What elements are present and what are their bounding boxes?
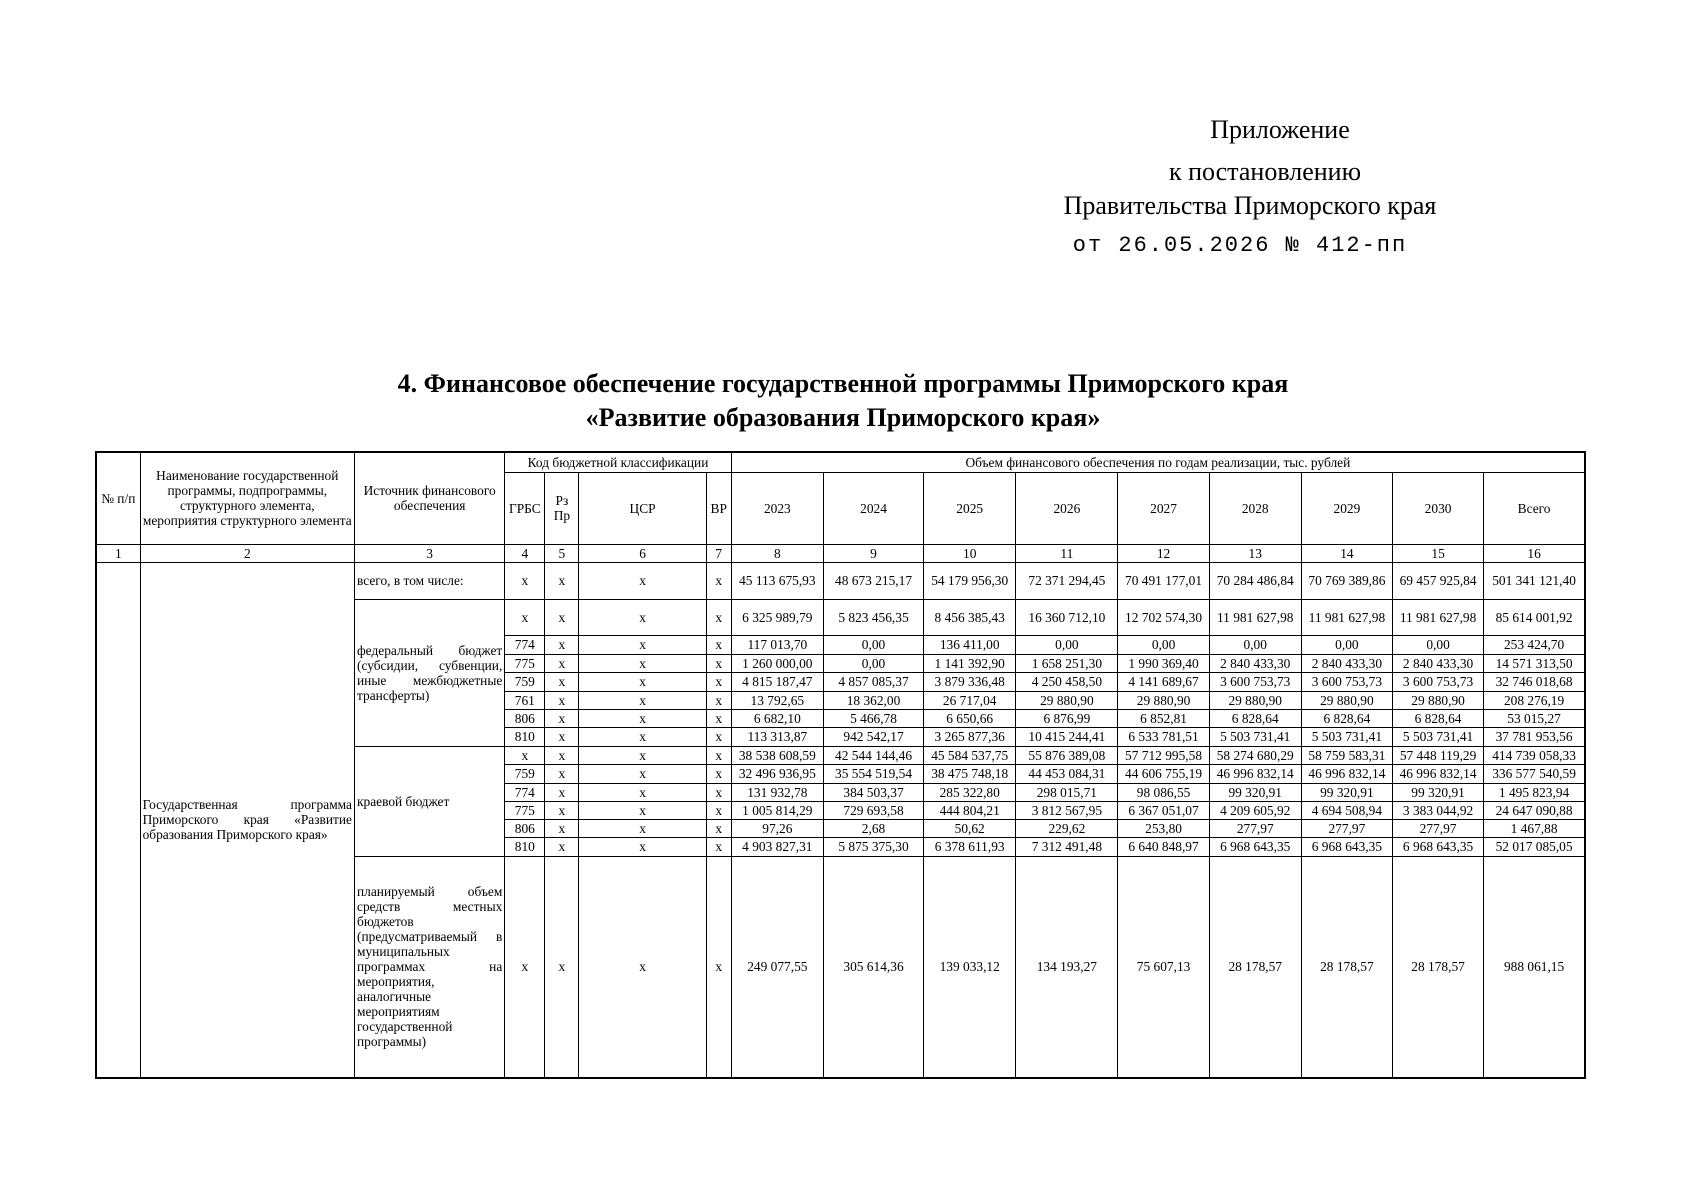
amount-cell: 305 614,36 xyxy=(823,856,923,1078)
amount-cell: 18 362,00 xyxy=(823,691,923,709)
column-number: 11 xyxy=(1016,544,1118,562)
vr-cell: x xyxy=(706,856,731,1078)
amount-cell: 4 209 605,92 xyxy=(1209,801,1301,819)
amount-cell: 70 491 177,01 xyxy=(1118,562,1209,599)
column-number: 9 xyxy=(823,544,923,562)
grbs-cell: x xyxy=(505,856,545,1078)
amount-cell: 3 265 877,36 xyxy=(924,727,1016,746)
amount-cell: 0,00 xyxy=(1392,635,1483,654)
header-volume: Объем финансового обеспечения по годам реализации, тыс. рублей xyxy=(731,452,1585,472)
csr-cell: x xyxy=(579,783,706,801)
amount-cell: 58 274 680,29 xyxy=(1209,746,1301,764)
header-year: Всего xyxy=(1484,472,1585,544)
column-number: 13 xyxy=(1209,544,1301,562)
amount-cell: 13 792,65 xyxy=(731,691,823,709)
amount-cell: 134 193,27 xyxy=(1016,856,1118,1078)
amount-cell: 6 968 643,35 xyxy=(1301,837,1392,856)
amount-cell: 131 932,78 xyxy=(731,783,823,801)
rzpr-cell: x xyxy=(545,819,579,837)
column-number: 6 xyxy=(579,544,706,562)
amount-cell: 4 694 508,94 xyxy=(1301,801,1392,819)
amount-cell: 45 113 675,93 xyxy=(731,562,823,599)
header-rzpr: Рз Пр xyxy=(545,472,579,544)
amount-cell: 942 542,17 xyxy=(823,727,923,746)
amount-cell: 3 600 753,73 xyxy=(1301,672,1392,691)
amount-cell: 54 179 956,30 xyxy=(924,562,1016,599)
header-vr: ВР xyxy=(706,472,731,544)
header-budget-code: Код бюджетной классификации xyxy=(505,452,731,472)
amount-cell: 8 456 385,43 xyxy=(924,599,1016,635)
amount-cell: 28 178,57 xyxy=(1209,856,1301,1078)
amount-cell: 99 320,91 xyxy=(1301,783,1392,801)
amount-cell: 729 693,58 xyxy=(823,801,923,819)
amount-cell: 29 880,90 xyxy=(1392,691,1483,709)
amount-cell: 3 600 753,73 xyxy=(1209,672,1301,691)
amount-cell: 414 739 058,33 xyxy=(1484,746,1585,764)
rzpr-cell: x xyxy=(545,727,579,746)
amount-cell: 97,26 xyxy=(731,819,823,837)
amount-cell: 75 607,13 xyxy=(1118,856,1209,1078)
amount-cell: 45 584 537,75 xyxy=(924,746,1016,764)
amount-cell: 5 875 375,30 xyxy=(823,837,923,856)
amount-cell: 6 367 051,07 xyxy=(1118,801,1209,819)
header-name: Наименование государственной программы, подпрограммы, структурного элемента, мероприятия структурного элемента xyxy=(140,452,354,544)
amount-cell: 2 840 433,30 xyxy=(1209,654,1301,672)
grbs-cell: 774 xyxy=(505,635,545,654)
appendix-authority: Правительства Приморского края xyxy=(1063,191,1437,220)
vr-cell: x xyxy=(706,635,731,654)
amount-cell: 6 852,81 xyxy=(1118,709,1209,727)
document-title-line2: «Развитие образования Приморского края» xyxy=(585,403,1101,432)
amount-cell: 28 178,57 xyxy=(1392,856,1483,1078)
amount-cell: 3 812 567,95 xyxy=(1016,801,1118,819)
header-num: № п/п xyxy=(96,452,140,544)
amount-cell: 6 533 781,51 xyxy=(1118,727,1209,746)
appendix-reference: к постановлению xyxy=(1168,157,1362,186)
vr-cell: x xyxy=(706,819,731,837)
amount-cell: 208 276,19 xyxy=(1484,691,1585,709)
amount-cell: 336 577 540,59 xyxy=(1484,764,1585,783)
header-year: 2024 xyxy=(823,472,923,544)
amount-cell: 1 260 000,00 xyxy=(731,654,823,672)
amount-cell: 6 968 643,35 xyxy=(1392,837,1483,856)
amount-cell: 29 880,90 xyxy=(1118,691,1209,709)
appendix-title: Приложение xyxy=(1210,115,1350,144)
amount-cell: 44 453 084,31 xyxy=(1016,764,1118,783)
amount-cell: 2 840 433,30 xyxy=(1392,654,1483,672)
amount-cell: 55 876 389,08 xyxy=(1016,746,1118,764)
column-number: 10 xyxy=(924,544,1016,562)
amount-cell: 35 554 519,54 xyxy=(823,764,923,783)
column-number: 2 xyxy=(140,544,354,562)
amount-cell: 29 880,90 xyxy=(1209,691,1301,709)
amount-cell: 5 466,78 xyxy=(823,709,923,727)
rzpr-cell: x xyxy=(545,599,579,635)
column-number: 5 xyxy=(545,544,579,562)
vr-cell: x xyxy=(706,764,731,783)
amount-cell: 5 503 731,41 xyxy=(1392,727,1483,746)
header-year: 2028 xyxy=(1209,472,1301,544)
grbs-cell: 759 xyxy=(505,764,545,783)
amount-cell: 28 178,57 xyxy=(1301,856,1392,1078)
amount-cell: 2 840 433,30 xyxy=(1301,654,1392,672)
amount-cell: 4 141 689,67 xyxy=(1118,672,1209,691)
vr-cell: x xyxy=(706,837,731,856)
amount-cell: 98 086,55 xyxy=(1118,783,1209,801)
csr-cell: x xyxy=(579,819,706,837)
grbs-cell: x xyxy=(505,746,545,764)
table-row xyxy=(96,562,1585,599)
amount-cell: 2,68 xyxy=(823,819,923,837)
amount-cell: 6 968 643,35 xyxy=(1209,837,1301,856)
amount-cell: 5 823 456,35 xyxy=(823,599,923,635)
column-number: 14 xyxy=(1301,544,1392,562)
amount-cell: 249 077,55 xyxy=(731,856,823,1078)
column-number: 8 xyxy=(731,544,823,562)
amount-cell: 6 876,99 xyxy=(1016,709,1118,727)
csr-cell: x xyxy=(579,727,706,746)
amount-cell: 38 538 608,59 xyxy=(731,746,823,764)
amount-cell: 229,62 xyxy=(1016,819,1118,837)
column-number: 4 xyxy=(505,544,545,562)
csr-cell: x xyxy=(579,654,706,672)
csr-cell: x xyxy=(579,599,706,635)
csr-cell: x xyxy=(579,709,706,727)
amount-cell: 0,00 xyxy=(823,635,923,654)
amount-cell: 253 424,70 xyxy=(1484,635,1585,654)
amount-cell: 11 981 627,98 xyxy=(1209,599,1301,635)
header-year: 2025 xyxy=(924,472,1016,544)
vr-cell: x xyxy=(706,783,731,801)
source-local-cell: планируемый объем средств местных бюджетов (предусматриваемый в муниципальных программах на мероприятия, аналогичные мероприятиям государственной программы) xyxy=(355,856,505,1078)
amount-cell: 99 320,91 xyxy=(1209,783,1301,801)
rzpr-cell: x xyxy=(545,746,579,764)
amount-cell: 72 371 294,45 xyxy=(1016,562,1118,599)
amount-cell: 0,00 xyxy=(1118,635,1209,654)
amount-cell: 253,80 xyxy=(1118,819,1209,837)
amount-cell: 6 828,64 xyxy=(1209,709,1301,727)
amount-cell: 988 061,15 xyxy=(1484,856,1585,1078)
header-source: Источник финансового обеспечения xyxy=(355,452,505,544)
grbs-cell: 759 xyxy=(505,672,545,691)
column-number: 3 xyxy=(355,544,505,562)
vr-cell: x xyxy=(706,746,731,764)
amount-cell: 52 017 085,05 xyxy=(1484,837,1585,856)
csr-cell: x xyxy=(579,635,706,654)
grbs-cell: x xyxy=(505,599,545,635)
csr-cell: x xyxy=(579,672,706,691)
rzpr-cell: x xyxy=(545,764,579,783)
vr-cell: x xyxy=(706,562,731,599)
vr-cell: x xyxy=(706,599,731,635)
column-number: 7 xyxy=(706,544,731,562)
header-year: 2026 xyxy=(1016,472,1118,544)
amount-cell: 6 828,64 xyxy=(1301,709,1392,727)
amount-cell: 53 015,27 xyxy=(1484,709,1585,727)
amount-cell: 1 658 251,30 xyxy=(1016,654,1118,672)
rzpr-cell: x xyxy=(545,672,579,691)
column-number: 12 xyxy=(1118,544,1209,562)
grbs-cell: 775 xyxy=(505,654,545,672)
amount-cell: 6 682,10 xyxy=(731,709,823,727)
grbs-cell: 774 xyxy=(505,783,545,801)
vr-cell: x xyxy=(706,654,731,672)
csr-cell: x xyxy=(579,856,706,1078)
grbs-cell: 761 xyxy=(505,691,545,709)
amount-cell: 285 322,80 xyxy=(924,783,1016,801)
amount-cell: 444 804,21 xyxy=(924,801,1016,819)
rzpr-cell: x xyxy=(545,635,579,654)
amount-cell: 4 815 187,47 xyxy=(731,672,823,691)
amount-cell: 0,00 xyxy=(823,654,923,672)
amount-cell: 57 712 995,58 xyxy=(1118,746,1209,764)
amount-cell: 3 383 044,92 xyxy=(1392,801,1483,819)
document-title-line1: 4. Финансовое обеспечение государственной программы Приморского края xyxy=(397,369,1289,398)
amount-cell: 37 781 953,56 xyxy=(1484,727,1585,746)
amount-cell: 85 614 001,92 xyxy=(1484,599,1585,635)
vr-cell: x xyxy=(706,672,731,691)
amount-cell: 1 495 823,94 xyxy=(1484,783,1585,801)
column-number: 15 xyxy=(1392,544,1483,562)
amount-cell: 7 312 491,48 xyxy=(1016,837,1118,856)
amount-cell: 1 141 392,90 xyxy=(924,654,1016,672)
financing-table xyxy=(95,451,1586,1079)
csr-cell: x xyxy=(579,764,706,783)
amount-cell: 0,00 xyxy=(1016,635,1118,654)
amount-cell: 11 981 627,98 xyxy=(1392,599,1483,635)
amount-cell: 24 647 090,88 xyxy=(1484,801,1585,819)
amount-cell: 501 341 121,40 xyxy=(1484,562,1585,599)
program-name-cell: Государственная программа Приморского края «Развитие образования Приморского края» xyxy=(140,562,354,1078)
amount-cell: 10 415 244,41 xyxy=(1016,727,1118,746)
amount-cell: 5 503 731,41 xyxy=(1209,727,1301,746)
amount-cell: 139 033,12 xyxy=(924,856,1016,1078)
amount-cell: 70 284 486,84 xyxy=(1209,562,1301,599)
amount-cell: 384 503,37 xyxy=(823,783,923,801)
amount-cell: 298 015,71 xyxy=(1016,783,1118,801)
amount-cell: 38 475 748,18 xyxy=(924,764,1016,783)
column-number: 16 xyxy=(1484,544,1585,562)
rzpr-cell: x xyxy=(545,783,579,801)
vr-cell: x xyxy=(706,691,731,709)
amount-cell: 42 544 144,46 xyxy=(823,746,923,764)
amount-cell: 113 313,87 xyxy=(731,727,823,746)
amount-cell: 1 990 369,40 xyxy=(1118,654,1209,672)
header-year: 2029 xyxy=(1301,472,1392,544)
header-year: 2030 xyxy=(1392,472,1483,544)
csr-cell: x xyxy=(579,746,706,764)
vr-cell: x xyxy=(706,801,731,819)
amount-cell: 6 650,66 xyxy=(924,709,1016,727)
amount-cell: 277,97 xyxy=(1301,819,1392,837)
vr-cell: x xyxy=(706,709,731,727)
amount-cell: 6 828,64 xyxy=(1392,709,1483,727)
amount-cell: 48 673 215,17 xyxy=(823,562,923,599)
amount-cell: 0,00 xyxy=(1301,635,1392,654)
amount-cell: 3 879 336,48 xyxy=(924,672,1016,691)
header-year: 2023 xyxy=(731,472,823,544)
header-csr: ЦСР xyxy=(579,472,706,544)
amount-cell: 50,62 xyxy=(924,819,1016,837)
amount-cell: 12 702 574,30 xyxy=(1118,599,1209,635)
grbs-cell: 806 xyxy=(505,709,545,727)
csr-cell: x xyxy=(579,837,706,856)
grbs-cell: 775 xyxy=(505,801,545,819)
rzpr-cell: x xyxy=(545,801,579,819)
source-total-cell: всего, в том числе: xyxy=(355,562,505,599)
amount-cell: 29 880,90 xyxy=(1301,691,1392,709)
amount-cell: 0,00 xyxy=(1209,635,1301,654)
amount-cell: 99 320,91 xyxy=(1392,783,1483,801)
rzpr-cell: x xyxy=(545,837,579,856)
source-federal-cell: федеральный бюджет (субсидии, субвенции, иные межбюджетные трансферты) xyxy=(355,599,505,746)
amount-cell: 4 857 085,37 xyxy=(823,672,923,691)
amount-cell: 16 360 712,10 xyxy=(1016,599,1118,635)
amount-cell: 5 503 731,41 xyxy=(1301,727,1392,746)
csr-cell: x xyxy=(579,691,706,709)
amount-cell: 44 606 755,19 xyxy=(1118,764,1209,783)
amount-cell: 69 457 925,84 xyxy=(1392,562,1483,599)
amount-cell: 1 467,88 xyxy=(1484,819,1585,837)
source-regional-cell: краевой бюджет xyxy=(355,746,505,856)
amount-cell: 6 325 989,79 xyxy=(731,599,823,635)
rzpr-cell: x xyxy=(545,654,579,672)
rzpr-cell: x xyxy=(545,562,579,599)
header-grbs: ГРБС xyxy=(505,472,545,544)
amount-cell: 11 981 627,98 xyxy=(1301,599,1392,635)
rzpr-cell: x xyxy=(545,709,579,727)
amount-cell: 14 571 313,50 xyxy=(1484,654,1585,672)
amount-cell: 4 903 827,31 xyxy=(731,837,823,856)
amount-cell: 26 717,04 xyxy=(924,691,1016,709)
amount-cell: 46 996 832,14 xyxy=(1301,764,1392,783)
amount-cell: 3 600 753,73 xyxy=(1392,672,1483,691)
csr-cell: x xyxy=(579,801,706,819)
amount-cell: 1 005 814,29 xyxy=(731,801,823,819)
amount-cell: 277,97 xyxy=(1392,819,1483,837)
amount-cell: 277,97 xyxy=(1209,819,1301,837)
amount-cell: 46 996 832,14 xyxy=(1392,764,1483,783)
rzpr-cell: x xyxy=(545,691,579,709)
appendix-date-number: от 26.05.2026 № 412-пп xyxy=(1072,233,1408,258)
header-year: 2027 xyxy=(1118,472,1209,544)
grbs-cell: 806 xyxy=(505,819,545,837)
amount-cell: 32 496 936,95 xyxy=(731,764,823,783)
grbs-cell: 810 xyxy=(505,837,545,856)
amount-cell: 6 378 611,93 xyxy=(924,837,1016,856)
amount-cell: 32 746 018,68 xyxy=(1484,672,1585,691)
amount-cell: 6 640 848,97 xyxy=(1118,837,1209,856)
amount-cell: 4 250 458,50 xyxy=(1016,672,1118,691)
appendix-block xyxy=(1000,113,1500,263)
column-number: 1 xyxy=(96,544,140,562)
grbs-cell: x xyxy=(505,562,545,599)
document-title xyxy=(0,367,1686,435)
amount-cell: 46 996 832,14 xyxy=(1209,764,1301,783)
vr-cell: x xyxy=(706,727,731,746)
grbs-cell: 810 xyxy=(505,727,545,746)
amount-cell: 29 880,90 xyxy=(1016,691,1118,709)
amount-cell: 57 448 119,29 xyxy=(1392,746,1483,764)
amount-cell: 136 411,00 xyxy=(924,635,1016,654)
row-number-cell xyxy=(96,562,140,1078)
rzpr-cell: x xyxy=(545,856,579,1078)
csr-cell: x xyxy=(579,562,706,599)
amount-cell: 117 013,70 xyxy=(731,635,823,654)
amount-cell: 58 759 583,31 xyxy=(1301,746,1392,764)
amount-cell: 70 769 389,86 xyxy=(1301,562,1392,599)
